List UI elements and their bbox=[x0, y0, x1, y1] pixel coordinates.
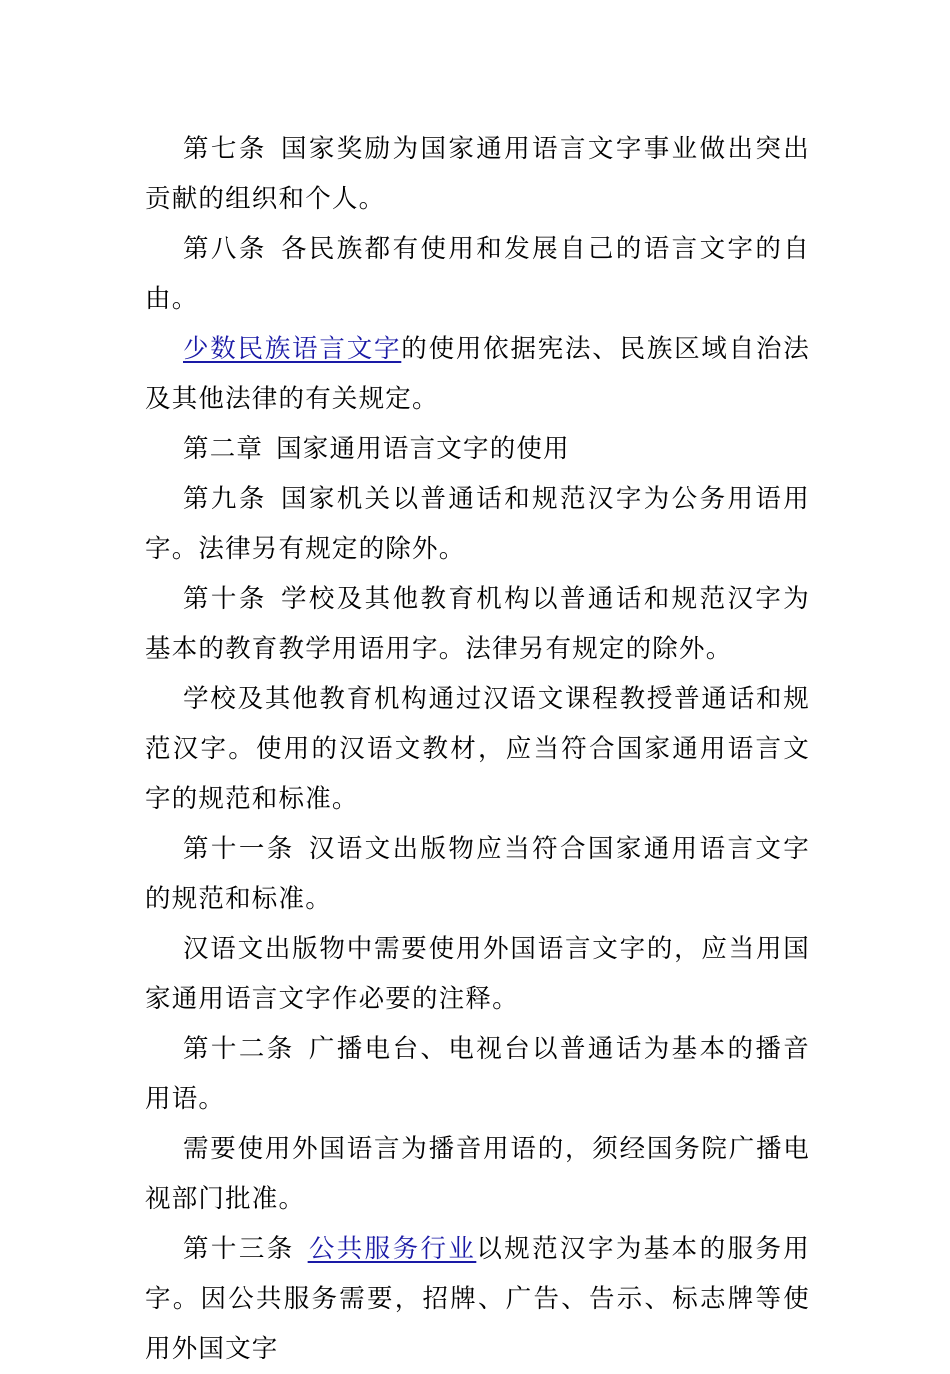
article-heading: 第八条 bbox=[183, 234, 267, 264]
chapter-label: 第二章 bbox=[183, 434, 264, 464]
paragraph-article-11-cont bbox=[145, 924, 810, 1024]
paragraph-article-10-cont bbox=[145, 674, 810, 824]
article-heading: 第十三条 bbox=[183, 1234, 295, 1264]
paragraph-text: 广播电台、电视台以普通话为基本的播音用语。 bbox=[145, 1034, 810, 1114]
paragraph-text: 各民族都有使用和发展自己的语言文字的自由。 bbox=[145, 234, 810, 314]
paragraph-text: 需要使用外国语言为播音用语的，须经国务院广播电视部门批准。 bbox=[145, 1134, 810, 1214]
paragraph-minority-languages bbox=[145, 324, 810, 424]
document-body bbox=[145, 124, 810, 1374]
paragraph-article-11 bbox=[145, 824, 810, 924]
paragraph-text: 的使用依据宪法、民族区域自治法及其他法律的有关规定。 bbox=[145, 334, 810, 414]
article-heading: 第九条 bbox=[183, 484, 267, 514]
paragraph-article-7 bbox=[145, 124, 810, 224]
article-heading: 第十二条 bbox=[183, 1034, 295, 1064]
article-heading: 第十条 bbox=[183, 584, 267, 614]
paragraph-article-8 bbox=[145, 224, 810, 324]
chapter-heading-2 bbox=[145, 424, 810, 474]
paragraph-text: 学校及其他教育机构以普通话和规范汉字为基本的教育教学用语用字。法律另有规定的除外。 bbox=[145, 584, 810, 664]
paragraph-text: 学校及其他教育机构通过汉语文课程教授普通话和规范汉字。使用的汉语文教材，应当符合国家通用语言文字的规范和标准。 bbox=[145, 684, 810, 814]
paragraph-article-10 bbox=[145, 574, 810, 674]
paragraph-text: 国家机关以普通话和规范汉字为公务用语用字。法律另有规定的除外。 bbox=[145, 484, 810, 564]
article-heading: 第七条 bbox=[183, 134, 267, 164]
article-heading: 第十一条 bbox=[183, 834, 295, 864]
paragraph-text: 汉语文出版物中需要使用外国语言文字的，应当用国家通用语言文字作必要的注释。 bbox=[145, 934, 810, 1014]
paragraph-article-9 bbox=[145, 474, 810, 574]
paragraph-article-12 bbox=[145, 1024, 810, 1124]
paragraph-text: 汉语文出版物应当符合国家通用语言文字的规范和标准。 bbox=[145, 834, 810, 914]
paragraph-text: 以规范汉字为基本的服务用字。因公共服务需要，招牌、广告、告示、标志牌等使用外国文字 bbox=[145, 1234, 811, 1364]
chapter-title: 国家通用语言文字的使用 bbox=[276, 434, 570, 464]
paragraph-article-13 bbox=[145, 1224, 810, 1374]
link-public-service-industry[interactable]: 公共服务行业 bbox=[307, 1234, 477, 1264]
link-minority-languages[interactable]: 少数民族语言文字 bbox=[183, 334, 402, 364]
paragraph-text: 国家奖励为国家通用语言文字事业做出突出贡献的组织和个人。 bbox=[145, 134, 810, 214]
paragraph-article-12-cont bbox=[145, 1124, 810, 1224]
